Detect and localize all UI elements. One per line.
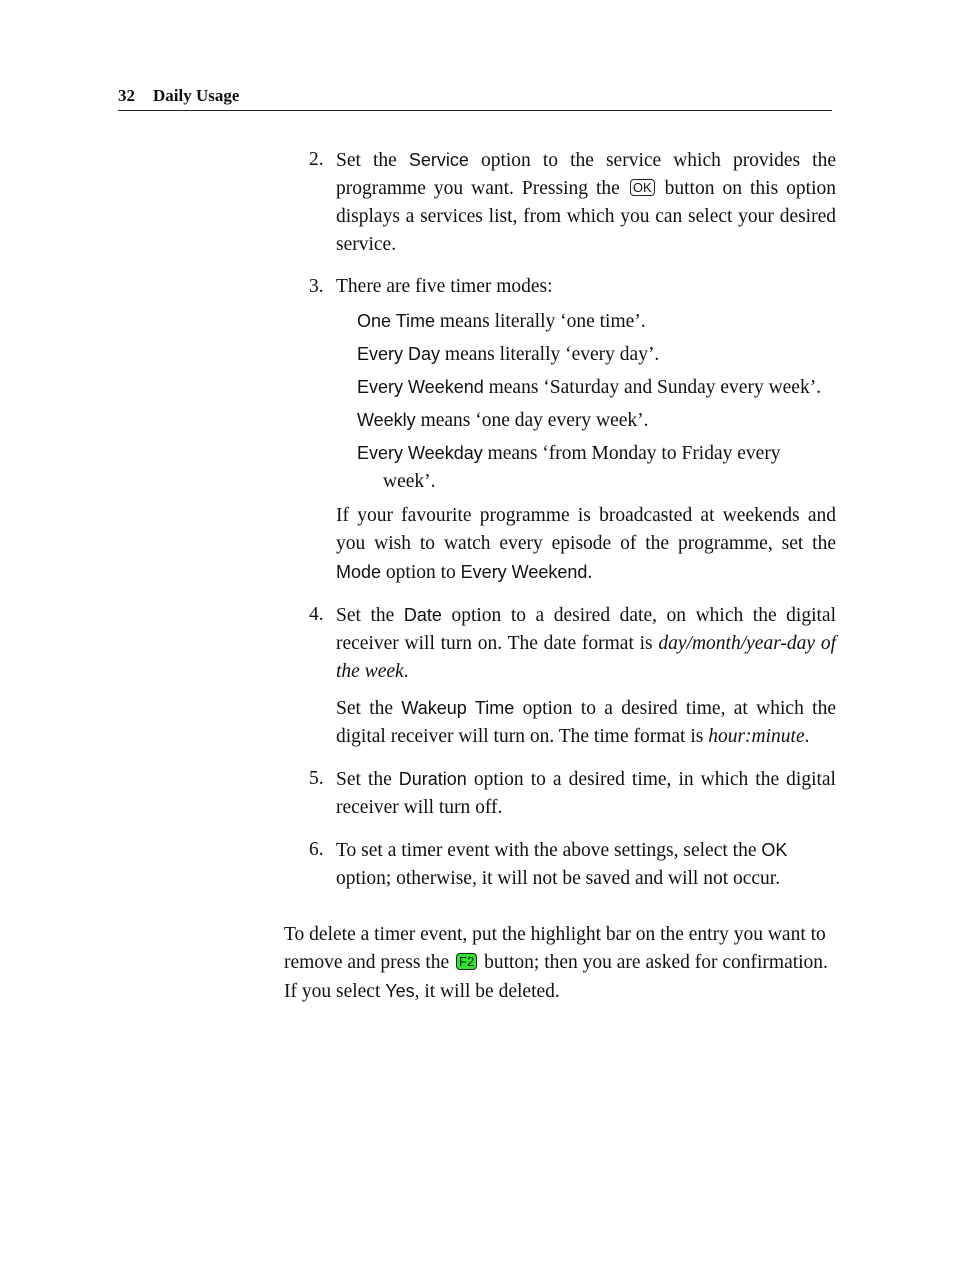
option-name: Service: [408, 150, 469, 170]
mode-item: Every Weekend means ‘Saturday and Sunday every week’.: [357, 377, 822, 398]
mode-name: Every Weekday: [357, 443, 483, 463]
step-number: 2.: [309, 149, 324, 170]
mode-name: One Time: [357, 311, 436, 331]
ok-key-icon: OK: [630, 179, 655, 196]
option-name: Mode: [336, 562, 382, 582]
page-body: [284, 146, 836, 1006]
step-number: 5.: [309, 768, 324, 789]
mode-name: Every Weekend: [357, 377, 484, 397]
mode-item: Every Day means literally ‘every day’.: [357, 344, 660, 365]
option-name: OK: [761, 840, 788, 860]
mode-name: Every Day: [357, 344, 441, 364]
step-text: Set the Wakeup Time option to a desired time, at which the digital receiver will turn on. The time format is hour:minute.: [336, 698, 836, 747]
section-title: Daily Usage: [153, 86, 240, 105]
step-number: 6.: [309, 839, 324, 860]
step-text: Set the Service option to the service which provides the programme you want. Pressing the OK button on this option displays a services list, from which you can select your desired service.: [336, 150, 836, 255]
page-number: 32: [118, 86, 135, 105]
time-format: hour:minute: [708, 726, 805, 747]
step-number: 3.: [309, 276, 324, 297]
mode-item: Every Weekday means ‘from Monday to Friday every week’.: [357, 443, 781, 492]
delete-instructions: To delete a timer event, put the highlight bar on the entry you want to remove and press the F2 button; then you are asked for confirmation. If you select Yes, it will be deleted.: [284, 924, 828, 1002]
step-2: [284, 146, 836, 259]
timer-modes-list: [336, 307, 836, 496]
step-4: [284, 601, 836, 751]
running-header: [118, 86, 832, 111]
f2-key-icon: F2: [456, 953, 477, 970]
mode-item: One Time means literally ‘one time’.: [357, 311, 646, 332]
step-note: If your favourite programme is broadcasted at weekends and you wish to watch every episode of the programme, set the Mode option to Every Weekend.: [336, 505, 836, 583]
step-text: There are five timer modes:: [336, 276, 553, 297]
date-format: day/month/year-day of the week: [336, 633, 836, 682]
option-name: Duration: [398, 769, 467, 789]
step-3: [284, 273, 836, 587]
step-5: [284, 765, 836, 822]
step-6: [284, 836, 836, 893]
option-value: Every Weekend: [460, 562, 588, 582]
step-text: Set the Date option to a desired date, on which the digital receiver will turn on. The date format is day/month/year-day of the week.: [336, 605, 837, 682]
step-text: To set a timer event with the above settings, select the OK option; otherwise, it will not be saved and will not occur.: [336, 840, 788, 889]
steps-list: [284, 146, 836, 893]
mode-item: Weekly means ‘one day every week’.: [357, 410, 649, 431]
mode-name: Weekly: [357, 410, 416, 430]
option-name: Yes: [385, 981, 415, 1001]
option-name: Date: [403, 605, 442, 625]
step-number: 4.: [309, 604, 324, 625]
option-name: Wakeup Time: [401, 698, 515, 718]
step-text: Set the Duration option to a desired time, in which the digital receiver will turn off.: [336, 769, 836, 818]
